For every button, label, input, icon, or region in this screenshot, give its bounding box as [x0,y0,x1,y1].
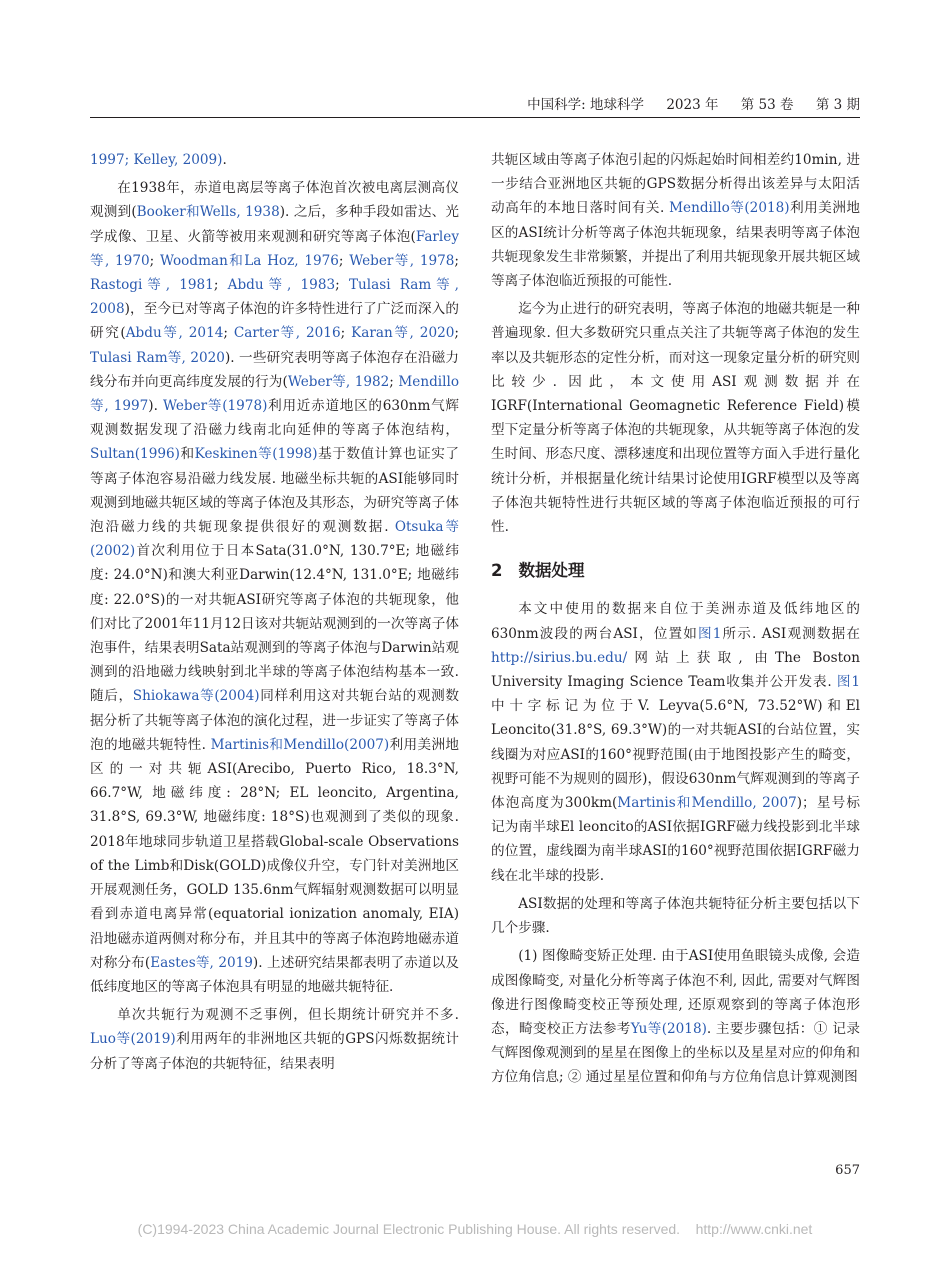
body-text: 单次共轭行为观测不乏事例，但长期统计研究并不多. [117,1007,459,1024]
body-text: ; [149,252,160,269]
citation-link[interactable]: Weber等(1978) [162,398,268,415]
right-column [491,148,860,1090]
body-text: ; [454,325,459,342]
citation-link[interactable]: Woodman和La Hoz, 1976 [159,252,339,269]
body-text: ; [213,277,228,294]
body-text: 和 [179,446,195,463]
citation-link[interactable]: Luo等(2019) [90,1031,176,1048]
paragraph [90,176,459,999]
right-column-top [491,148,860,539]
footer-url: http://www.cnki.net [695,1221,813,1237]
citation-link[interactable]: Keskinen等(1998) [194,446,318,463]
citation-link[interactable]: Booker和Wells, 1938 [136,204,280,221]
body-text: 基于数值计算也证实了等离子体泡容易沿磁力线发展. 地磁坐标共轭的ASI能够同时观测到地磁共轭区域的等离子体泡及其形态，为研究等离子体泡沿磁力线的共轭现象提供很好的观测数据. [90,446,459,536]
body-text: 网站上获取, 由The Boston University Imaging Science Team收集并公开发表. [491,649,860,691]
citation-link[interactable]: Tulasi Ram等, 2020 [90,349,225,366]
citation-link[interactable]: Mendillo等, 1997 [90,373,460,415]
body-text: ; [454,252,460,269]
citation-link[interactable]: Weber等, 1978 [349,252,455,269]
journal-issue: 第 3 期 [815,97,860,113]
running-header [90,93,860,115]
footer [0,1221,950,1237]
body-text: ). 上述研究结果都表明了赤道以及低纬度地区的等离子体泡具有明显的地磁共轭特征. [90,954,459,995]
body-text: 在1938年，赤道电离层等离子体泡首次被电离层测高仪观测到( [90,180,459,221]
citation-link[interactable]: Karan等, 2020 [351,325,455,342]
body-text: ASI数据的处理和等离子体泡共轭特征分析主要包括以下几个步骤. [491,895,860,937]
left-column [90,148,459,1076]
right-column-bottom [491,597,860,1089]
body-text: ). [148,398,163,415]
footer-copyright: (C)1994-2023 China Academic Journal Electronic Publishing House. All rights reserved. [137,1221,681,1237]
body-text: ). 一些研究表明等离子体泡存在沿磁力线分布并向更高纬度发展的行为( [90,349,459,390]
citation-link[interactable]: Carter等, 2016 [233,325,341,342]
body-text: (1) 图像畸变矫正处理. 由于ASI使用鱼眼镜头成像, 会造成图像畸变, 对量化分析等离子体泡不利, 因此, 需要对气辉图像进行图像畸变校正等预处理, 还原观察到的等离子体泡形态，畸变校正方法参考 [491,948,860,1037]
citation-link[interactable]: Martinis和Mendillo(2007) [210,736,390,753]
body-text: 利用近赤道地区的630nm气辉观测数据发现了沿磁力线南北向延伸的等离子体泡结构， [90,398,459,439]
paragraph [491,944,860,1089]
citation-link[interactable]: http://sirius.bu.edu/ [491,649,628,666]
body-text: ; [338,252,350,269]
citation-link[interactable]: Weber等, 1982 [287,373,390,390]
citation-link[interactable]: Yu等(2018) [630,1020,707,1037]
citation-link[interactable]: Farley等, 1970 [90,228,459,269]
citation-link[interactable]: Mendillo等(2018) [669,200,790,217]
body-text: ; [223,325,234,342]
body-text: 同样利用这对共轭台站的观测数据分析了共轭等离子体泡的演化过程，进一步证实了等离子体泡的地磁共轭特性. [90,688,460,753]
journal-volume: 第 53 卷 [740,97,794,113]
body-text: )；星号标记为南半球El leoncito的ASI依据IGRF磁力线投影到北半球的位置，虚线圈为南半球ASI的160°视野范围依据IGRF磁力线在北半球的投影. [491,795,860,884]
citation-link[interactable]: Tulasi Ram等, 2008 [90,277,459,318]
body-text: . [222,152,227,168]
paragraph [491,297,860,539]
paragraph [90,148,459,172]
journal-year: 2023 年 [666,97,719,113]
section-heading [491,559,860,583]
citation-link[interactable]: Abdu等, 1983 [227,277,336,294]
body-text: ; [389,373,399,390]
body-text: 利用美洲地区的一对共轭ASI(Arecibo, Puerto Rico, 18.3°N, 66.7°W, 地磁纬度: 28°N; EL leoncito, Argentina, 31.8°S, 69.3°W, 地磁纬度: 18°S)也观测到了类似的现象. 2018年地球同步轨道卫星搭载Global-scale Observations of the Limb和Disk(GOLD)成像仪升空，专门针对美洲地区开展观测任务，GOLD 135.6nm气辉辐射观测数据可以明显看到赤道电离异常(equatorial ionization anomaly, EIA)沿地磁赤道两侧对称分布，并且其中的等离子体泡跨地磁赤道对称分布( [90,736,459,971]
citation-link[interactable]: 图1 [836,674,860,691]
citation-link[interactable]: 图1 [698,625,722,642]
citation-link[interactable]: Abdu等, 2014 [125,325,224,342]
section-title: 数据处理 [518,561,585,581]
paragraph [491,892,860,940]
body-text: 所示. ASI观测数据在 [721,625,860,642]
paragraph [491,597,860,887]
citation-link[interactable]: 1997; Kelley, 2009) [90,152,223,168]
body-text: 共轭区域由等离子体泡引起的闪烁起始时间相差约10min, 进一步结合亚洲地区共轭的GPS数据分析得出该差异与太阳活动高年的本地日落时间有关. [491,152,860,217]
body-text: 利用美洲地区的ASI统计分析等离子体泡共轭现象，结果表明等离子体泡共轭现象发生非常频繁，并提出了利用共轭现象开展共轭区域等离子体泡临近预报的可能性. [491,200,860,290]
section-number: 2 [491,561,503,581]
paragraph [491,148,860,293]
body-text: . 主要步骤包括：① 记录气辉图像观测到的星星在图像上的坐标以及星星对应的仰角和方位角信息; ② 通过星星位置和仰角与方位角信息计算观测图 [491,1020,861,1086]
body-text: 首次利用位于日本Sata(31.0°N, 130.7°E; 地磁纬度: 24.0°N)和澳大利亚Darwin(12.4°N, 131.0°E; 地磁纬度: 22.0°S)的一对共轭ASI研究等离子体泡的共轭现象，他们对比了2001年11月12日该对共轭站观测到的一次等离子体泡事件，结果表明Sata站观测到的等离子体泡与Darwin站观测到的沿地磁力线映射到北半球的等离子体泡结构基本一致. 随后， [90,543,459,705]
body-text: ; [335,277,349,294]
journal-name: 中国科学: 地球科学 [527,97,645,113]
citation-link[interactable]: Shiokawa等(2004) [132,688,260,705]
body-text: 迄今为止进行的研究表明，等离子体泡的地磁共轭是一种普遍现象. 但大多数研究只重点关注了共轭等离子体泡的发生率以及共轭形态的定性分析，而对这一现象定量分析的研究则比较少. 因此，本文使用ASI观测数据并在IGRF(International Geomagnetic Reference Field)模型下定量分析等离子体泡的共轭现象，从共轭等离子体泡的发生时间、形态尺度、漂移速度和出现位置等方面入手进行量化统计分析，并根据量化统计结果讨论使用IGRF模型以及等离子体泡共轭特性进行共轭区域的等离子体泡临近预报的可行性. [491,301,860,536]
body-text: ; [340,325,352,342]
paragraph [90,1003,459,1076]
body-text: ). 之后，多种手段如雷达、光学成像、卫星、火箭等被用来观测和研究等离子体泡( [90,204,459,245]
citation-link[interactable]: Sultan(1996) [90,446,180,463]
body-text: )，至今已对等离子体泡的许多特性进行了广泛而深入的研究( [90,301,459,342]
citation-link[interactable]: Rastogi等, 1981 [90,277,214,294]
body-text: 本文中使用的数据来自位于美洲赤道及低纬地区的630nm波段的两台ASI，位置如 [491,601,860,642]
page-number: 657 [835,1163,860,1178]
body-text: 中十字标记为位于V. Leyva(5.6°N, 73.52°W)和El Leoncito(31.8°S, 69.3°W)的一对共轭ASI的台站位置，实线圈为对应ASI的160°视野范围(由于地图投影产生的畸变，视野可能不为规则的圆形)，假设630nm气辉观测到的等离子体泡高度为300km( [491,698,860,812]
citation-link[interactable]: Eastes等, 2019 [150,954,253,971]
citation-link[interactable]: Otsuka等(2002) [90,519,459,560]
body-text: 利用两年的非洲地区共轭的GPS闪烁数据统计分析了等离子体泡的共轭特征，结果表明 [90,1031,459,1072]
citation-link[interactable]: Martinis和Mendillo, 2007 [617,795,797,812]
header-rule [90,117,860,118]
